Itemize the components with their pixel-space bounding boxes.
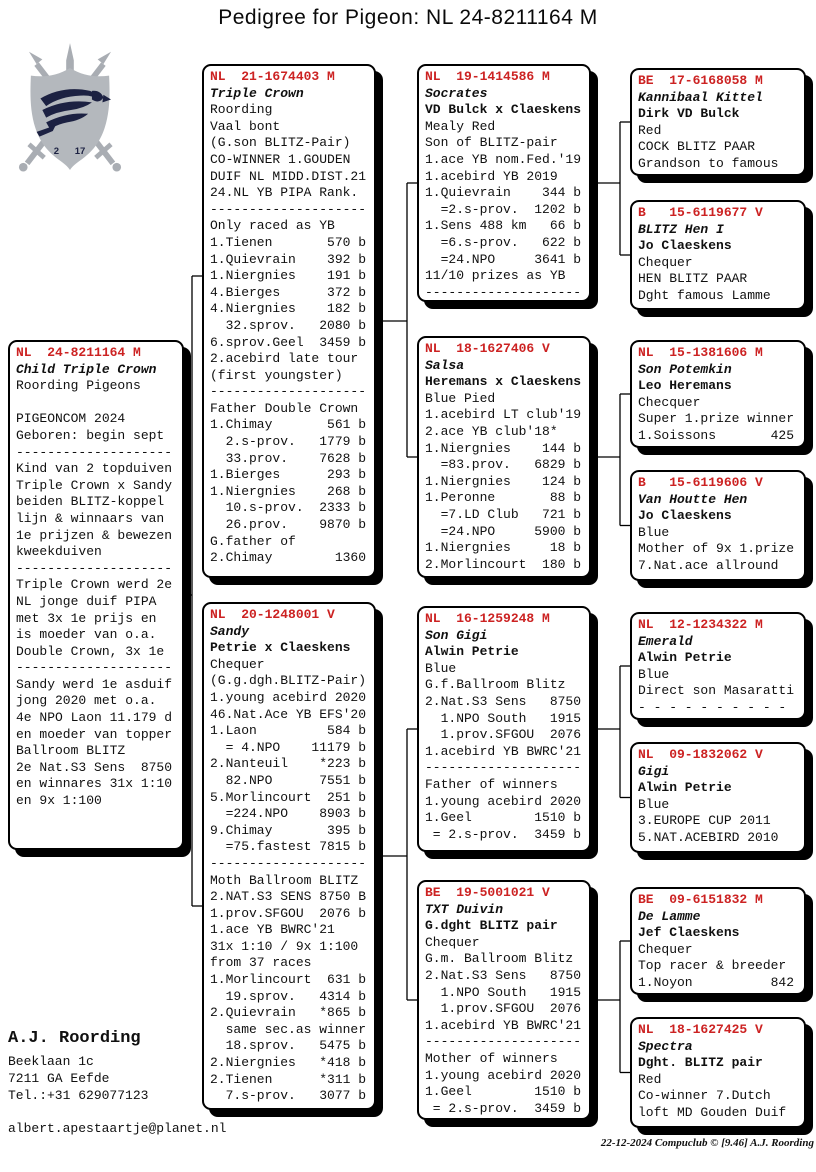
pedigree-line: Jo Claeskens [638,238,732,254]
owner-name: A.J. Roording [8,1029,141,1048]
pedigree-line: 1.Laon 584 b [210,723,367,739]
pedigree-box-emerald [630,612,806,720]
pedigree-line: 4.Niergnies 182 b [210,301,367,317]
pedigree-line: Jef Claeskens [638,925,740,941]
pedigree-line: G.f.Ballroom Blitz [425,677,566,693]
pedigree-line: BLITZ Hen I [638,221,724,237]
pedigree-line: 2.ace YB club'18* [425,423,558,439]
pedigree-line: 11/10 prizes as YB [425,268,566,284]
pedigree-line: en moeder van topper [16,726,173,742]
pedigree-line: CO-WINNER 1.GOUDEN [210,151,351,167]
ring-number: NL 09-1832062 V [638,747,763,762]
ring-number: NL 12-1234322 M [638,617,763,632]
pedigree-line: 1.young acebird 2020 [425,793,582,809]
pedigree-line: Father of winners [425,776,558,792]
pedigree-box-salsa [417,336,591,578]
pedigree-line: Spectra [638,1038,693,1054]
pedigree-line: 1.Tienen 570 b [210,234,367,250]
pedigree-line: kweekduiven [16,544,102,560]
pedigree-line: 82.NPO 7551 b [210,772,367,788]
pedigree-box-sandy [202,602,376,1110]
owner-address-line: 7211 GA Eefde [8,1071,110,1086]
ring-number: NL 24-8211164 M [16,345,141,360]
ring-number: BE 09-6151832 M [638,892,763,907]
pedigree-line: -------------------- [425,1034,582,1050]
pedigree-line: G.dght BLITZ pair [425,918,558,934]
pedigree-line: 1.Sens 488 km 66 b [425,218,582,234]
ring-number: BE 19-5001021 V [425,885,550,900]
pedigree-line: Dght. BLITZ pair [638,1055,763,1071]
pedigree-line: 2.s-prov. 1779 b [210,434,367,450]
pedigree-line: Kind van 2 topduiven [16,461,173,477]
pedigree-line: (G.son BLITZ-Pair) [210,135,351,151]
pedigree-line [16,395,176,412]
pedigree-line: Roording Pigeons [16,378,141,394]
pedigree-line: (G.g.dgh.BLITZ-Pair) [210,673,367,689]
pedigree-line: Direct son Masaratti [638,683,795,699]
pedigree-line: 2.Nanteuil *223 b [210,756,367,772]
pedigree-line: Ballroom BLITZ [16,743,126,759]
pedigree-line: 1.Peronne 88 b [425,490,582,506]
pedigree-line: 32.sprov. 2080 b [210,317,367,333]
pedigree-line: 1.Niergnies 144 b [425,440,582,456]
pedigree-line: = 2.s-prov. 3459 b [425,826,582,842]
pedigree-line: 3.EUROPE CUP 2011 [638,813,771,829]
pedigree-line: Dirk VD Bulck [638,106,740,122]
pedigree-line: 1.Chimay 561 b [210,417,367,433]
pedigree-line: Triple Crown werd 2e [16,577,173,593]
pedigree-line: 1.Niergnies 268 b [210,483,367,499]
pedigree-line: 19.sprov. 4314 b [210,988,367,1004]
pedigree-line: = 4.NPO 11179 b [210,739,367,755]
pedigree-box-kannibaal-kittel [630,68,806,176]
pedigree-line: Mother of winners [425,1050,558,1066]
pedigree-line: Heremans x Claeskens [425,374,582,390]
pedigree-line: Van Houtte Hen [638,491,748,507]
pedigree-line: 2.Niergnies *418 b [210,1055,367,1071]
pedigree-line: 4e NPO Laon 11.179 d [16,710,173,726]
pedigree-line: Alwin Petrie [638,780,732,796]
ring-number: B 15-6119606 V [638,475,763,490]
pedigree-line: COCK BLITZ PAAR [638,139,756,155]
pedigree-line: Alwin Petrie [638,650,732,666]
pedigree-line: VD Bulck x Claeskens [425,102,582,118]
pedigree-line: en winnares 31x 1:10 [16,776,173,792]
pedigree-line: -------------------- [210,201,367,217]
pedigree-line: 1.Geel 1510 b [425,1084,582,1100]
pedigree-line: 1.Quievrain 392 b [210,251,367,267]
ring-number: NL 16-1259248 M [425,611,550,626]
pedigree-line: same sec.as winner [210,1021,367,1037]
pedigree-line: 5.Morlincourt 251 b [210,789,367,805]
pedigree-line: 46.Nat.Ace YB EFS'20 [210,706,367,722]
pedigree-line: 1.Niergnies 18 b [425,540,582,556]
pedigree-line: (first youngster) [210,367,343,383]
pedigree-line: = 2.s-prov. 3459 b [425,1100,582,1116]
pedigree-line: 2.Tienen *311 b [210,1071,367,1087]
pedigree-line: Double Crown, 3x 1e [16,643,165,659]
pedigree-line: 2e Nat.S3 Sens 8750 [16,759,173,775]
pedigree-line: Red [638,122,662,138]
pedigree-line: 6.sprov.Geel 3459 b [210,334,367,350]
pedigree-line: =6.s-prov. 622 b [425,234,582,250]
pedigree-line: Red [638,1071,662,1087]
pedigree-line: 1.acebird YB BWRC'21 [425,743,582,759]
footer-credit: 22-12-2024 Compuclub © [9.46] A.J. Roording [600,1137,814,1149]
pedigree-line: from 37 races [210,955,312,971]
pedigree-line: Only raced as YB [210,218,335,234]
pedigree-box-subject [8,340,184,850]
pedigree-line: Vaal bont [210,118,281,134]
pedigree-line: Chequer [638,941,693,957]
pedigree-line: 2.Nat.S3 Sens 8750 [425,967,582,983]
pedigree-line: Super 1.prize winner [638,411,795,427]
pedigree-line: 1.NPO South 1915 [425,710,582,726]
pedigree-line: lijn & winnaars van [16,510,165,526]
pedigree-line: G.father of [210,533,296,549]
pedigree-line: 31x 1:10 / 9x 1:100 [210,938,359,954]
pedigree-line: met 3x 1e prijs en [16,610,157,626]
pedigree-line: Roording [210,102,273,118]
pedigree-line: 1.NPO South 1915 [425,984,582,1000]
pedigree-line: 18.sprov. 5475 b [210,1038,367,1054]
pedigree-line: =24.NPO 3641 b [425,251,582,267]
pedigree-line: Blue [425,660,457,676]
pedigree-line: Co-winner 7.Dutch [638,1088,771,1104]
pedigree-line: Leo Heremans [638,378,732,394]
pedigree-line: -------------------- [425,760,582,776]
pedigree-line: PIGEONCOM 2024 [16,411,126,427]
pedigree-line: Son Potemkin [638,361,732,377]
pedigree-line: Moth Ballroom BLITZ [210,872,359,888]
pedigree-line: =224.NPO 8903 b [210,806,367,822]
pedigree-line: De Lamme [638,908,701,924]
pedigree-line: Triple Crown x Sandy [16,477,173,493]
pedigree-line: 26.prov. 9870 b [210,517,367,533]
pedigree-line: HEN BLITZ PAAR [638,271,748,287]
pedigree-line: 5.NAT.ACEBIRD 2010 [638,829,779,845]
pedigree-line: Blue [638,666,670,682]
pedigree-line: loft MD Gouden Duif [638,1104,787,1120]
pedigree-box-blitz-hen-i [630,200,806,310]
pedigree-line: Blue [638,796,670,812]
pedigree-line: 1.Noyon 842 [638,974,795,990]
pedigree-line: TXT Duivin [425,901,504,917]
pedigree-line: 1.Morlincourt 631 b [210,972,367,988]
pedigree-line: 1e prijzen & bewezen [16,527,173,543]
page-title: Pedigree for Pigeon: NL 24-8211164 M [218,6,598,29]
pedigree-line: 24.NL YB PIPA Rank. [210,185,359,201]
pedigree-line: 1.Niergnies 124 b [425,473,582,489]
pedigree-line: 7.s-prov. 3077 b [210,1088,367,1104]
pedigree-line: G.m. Ballroom Blitz [425,951,574,967]
pedigree-line: Chequer [425,934,480,950]
ring-number: NL 18-1627425 V [638,1022,763,1037]
pedigree-line: Chequer [638,254,693,270]
pedigree-line: =2.s-prov. 1202 b [425,201,582,217]
pedigree-line: =75.fastest 7815 b [210,839,367,855]
pedigree-line: -------------------- [16,444,173,460]
pedigree-line: 1.prov.SFGOU 2076 b [210,905,367,921]
pedigree-line: Checquer [638,394,701,410]
pedigree-line: 2.Chimay 1360 [210,550,367,566]
pedigree-line: 33.prov. 7628 b [210,450,367,466]
pedigree-line: 4.Bierges 372 b [210,284,367,300]
pedigree-line: en 9x 1:100 [16,793,102,809]
pedigree-line: -------------------- [425,284,582,300]
pedigree-line: -------------------- [16,660,173,676]
owner-email: albert.apestaartje@planet.nl [8,1121,227,1136]
pedigree-line: 1.Niergnies 191 b [210,268,367,284]
pedigree-line: beiden BLITZ-koppel [16,494,165,510]
pedigree-line: 10.s-prov. 2333 b [210,500,367,516]
pedigree-line: Mother of 9x 1.prize [638,541,795,557]
ring-number: NL 18-1627406 V [425,341,550,356]
pedigree-line: NL jonge duif PIPA [16,593,157,609]
logo-year-right: 17 [74,145,86,157]
pedigree-box-son-potemkin [630,340,806,448]
pedigree-line: Son Gigi [425,627,488,643]
ring-number: NL 19-1414586 M [425,69,550,84]
pedigree-line: Kannibaal Kittel [638,89,763,105]
loft-shield-falcon-logo [8,36,132,182]
pedigree-line: -------------------- [16,560,173,576]
owner-phone: Tel.:+31 629077123 [8,1088,149,1103]
pedigree-line: 2.Quievrain *865 b [210,1005,367,1021]
pedigree-line: 2.acebird late tour [210,351,359,367]
pedigree-line: 1.Soissons 425 [638,427,795,443]
pedigree-line: Petrie x Claeskens [210,640,351,656]
pedigree-line: Blue [638,524,670,540]
pedigree-line: 1.Bierges 293 b [210,467,367,483]
pedigree-line: =83.prov. 6829 b [425,457,582,473]
pedigree-line: 1.prov.SFGOU 2076 [425,727,582,743]
pedigree-box-txt-duivin [417,880,591,1120]
pedigree-line: 1.prov.SFGOU 2076 [425,1001,582,1017]
pedigree-line: Socrates [425,85,488,101]
ring-number: NL 20-1248001 V [210,607,335,622]
pedigree-line: 1.Quievrain 344 b [425,185,582,201]
pedigree-line: Mealy Red [425,118,496,134]
pedigree-line: 2.Morlincourt 180 b [425,556,582,572]
pedigree-box-de-lamme [630,887,806,995]
owner-block [8,1030,226,1137]
pedigree-box-van-houtte-hen [630,470,806,581]
pedigree-line: Salsa [425,357,465,373]
pedigree-line: 1.young acebird 2020 [425,1067,582,1083]
pedigree-line: Father Double Crown [210,400,359,416]
pedigree-line: 1.Geel 1510 b [425,810,582,826]
pedigree-line: jong 2020 met o.a. [16,693,157,709]
pedigree-line: - - - - - - - - - - [638,699,787,715]
pedigree-box-son-gigi [417,606,591,852]
pedigree-line: 1.ace YB BWRC'21 [210,922,335,938]
pedigree-box-socrates [417,64,591,302]
pedigree-line: 1.acebird YB BWRC'21 [425,1017,582,1033]
pedigree-line: 9.Chimay 395 b [210,822,367,838]
pedigree-line: Triple Crown [210,85,304,101]
pedigree-box-gigi [630,742,806,853]
pedigree-line: 1.young acebird 2020 [210,689,367,705]
pedigree-line: Chequer [210,656,265,672]
pedigree-line: 2.Nat.S3 Sens 8750 [425,693,582,709]
pedigree-line: =7.LD Club 721 b [425,506,582,522]
pedigree-line: =24.NPO 5900 b [425,523,582,539]
pedigree-line: Blue Pied [425,390,496,406]
pedigree-line: -------------------- [210,855,367,871]
pedigree-line: -------------------- [210,384,367,400]
pedigree-box-spectra [630,1017,806,1128]
logo-year-left: 2 [53,145,60,157]
pedigree-line: 1.acebird YB 2019 [425,168,558,184]
pedigree-line: 7.Nat.ace allround [638,557,779,573]
ring-number: NL 15-1381606 M [638,345,763,360]
pedigree-line: 1.ace YB nom.Fed.'19 [425,151,582,167]
pedigree-box-triple-crown [202,64,376,578]
ring-number: B 15-6119677 V [638,205,763,220]
pedigree-line: Sandy werd 1e asduif [16,676,173,692]
pedigree-line: DUIF NL MIDD.DIST.21 [210,168,367,184]
pedigree-line: Gigi [638,763,670,779]
pedigree-line: Grandson to famous [638,155,779,171]
pedigree-line: 1.acebird LT club'19 [425,407,582,423]
ring-number: NL 21-1674403 M [210,69,335,84]
pedigree-line: Jo Claeskens [638,508,732,524]
pedigree-line: Dght famous Lamme [638,287,771,303]
pedigree-line: Top racer & breeder [638,958,787,974]
pedigree-line: Geboren: begin sept [16,427,165,443]
pedigree-line: is moeder van o.a. [16,627,157,643]
owner-address-line: Beeklaan 1c [8,1054,94,1069]
pedigree-line: Sandy [210,623,250,639]
pedigree-line: 2.NAT.S3 SENS 8750 B [210,889,367,905]
ring-number: BE 17-6168058 M [638,73,763,88]
pedigree-line: Son of BLITZ-pair [425,135,558,151]
pedigree-line: Emerald [638,633,693,649]
pedigree-line: Child Triple Crown [16,361,157,377]
pedigree-line: Alwin Petrie [425,644,519,660]
